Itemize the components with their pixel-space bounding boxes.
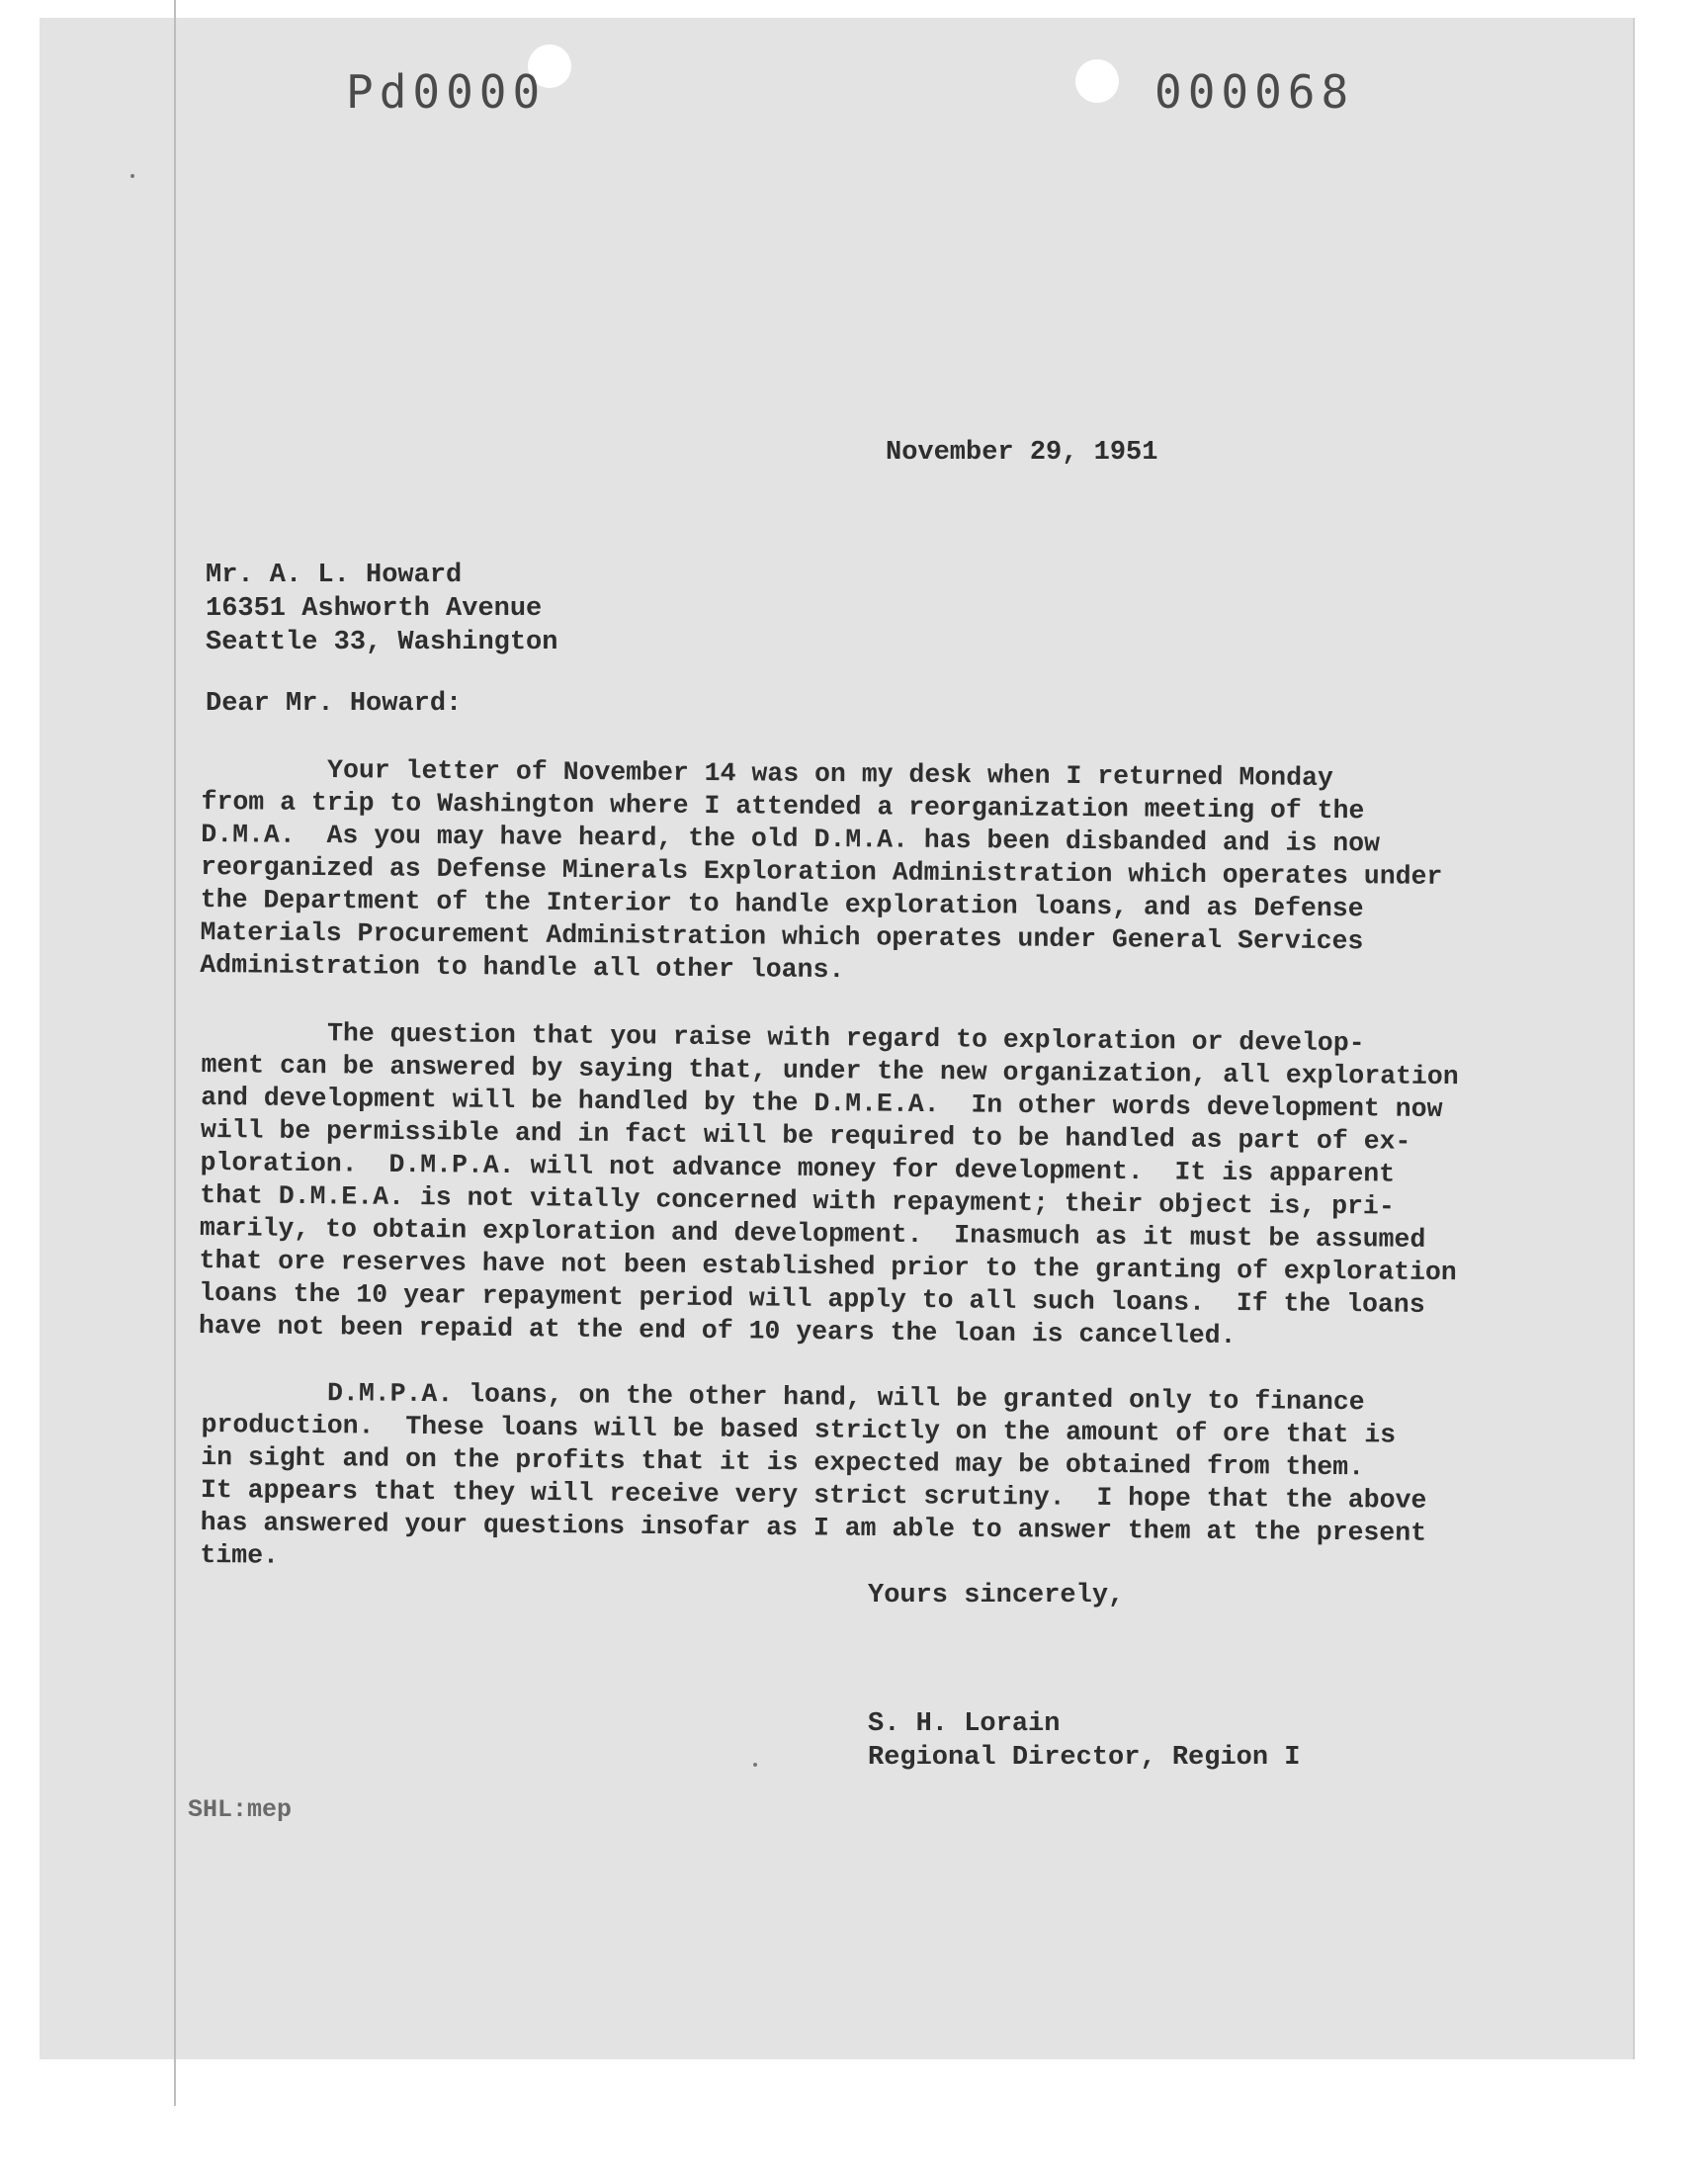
fold-line: [174, 0, 176, 2106]
paragraph-line: that D.M.E.A. is not vitally concerned with repayment; their object is, pri-: [200, 1179, 1395, 1222]
paragraph-line: marily, to obtain exploration and development. Inasmuch as it must be assumed: [199, 1212, 1426, 1255]
paragraph-line: Materials Procurement Administration which operates under General Services: [200, 916, 1364, 957]
paragraph-line: has answered your questions insofar as I am able to answer them at the present: [200, 1507, 1427, 1548]
paragraph-line: ploration. D.M.P.A. will not advance money for development. It is apparent: [200, 1147, 1396, 1189]
paragraph-line: reorganized as Defense Minerals Exploration Administration which operates under: [200, 851, 1443, 892]
paragraph-line: It appears that they will receive very strict scrutiny. I hope that the above: [200, 1474, 1427, 1516]
paragraph-line: The question that you raise with regard to exploration or develop-: [201, 1017, 1365, 1059]
paragraph-line: loans the 10 year repayment period will apply to all such loans. If the loans: [199, 1277, 1425, 1320]
paper-speck: [130, 174, 134, 178]
paragraph-line: from a trip to Washington where I attended a reorganization meeting of the: [201, 786, 1365, 826]
typist-initials: SHL:mep: [188, 1795, 293, 1824]
paragraph-line: the Department of the Interior to handle exploration loans, and as Defense: [200, 884, 1364, 924]
paragraph-line: will be permissible and in fact will be required to be handled as part of ex-: [200, 1114, 1411, 1157]
address-line-street: 16351 Ashworth Avenue: [206, 594, 543, 624]
signature-title: Regional Director, Region I: [868, 1743, 1301, 1773]
punch-hole-right: [1075, 59, 1119, 103]
letter-date: November 29, 1951: [886, 438, 1158, 468]
paragraph-line: that ore reserves have not been established prior to the granting of exploration: [199, 1245, 1457, 1288]
closing: Yours sincerely,: [868, 1581, 1125, 1610]
paragraph-line: ment can be answered by saying that, under the new organization, all exploration: [201, 1049, 1459, 1092]
paragraph-1: [200, 753, 1526, 993]
signature-name: S. H. Lorain: [868, 1709, 1061, 1739]
paragraph-line: time.: [200, 1539, 280, 1571]
paragraph-line: production. These loans will be based strictly on the amount of ore that is: [201, 1409, 1397, 1450]
address-line-name: Mr. A. L. Howard: [206, 561, 463, 590]
paragraph-line: Administration to handle all other loans.: [200, 949, 845, 986]
salutation: Dear Mr. Howard:: [206, 689, 463, 719]
paragraph-line: have not been repaid at the end of 10 years the loan is cancelled.: [198, 1310, 1237, 1351]
paragraph-line: D.M.P.A. loans, on the other hand, will be granted only to finance: [201, 1377, 1365, 1418]
paragraph-line: Your letter of November 14 was on my desk when I returned Monday: [201, 753, 1333, 793]
paragraph-line: and development will be handled by the D.M.E.A. In other words development now: [201, 1082, 1443, 1125]
paper-speck: [753, 1763, 757, 1767]
document-stamp-right: 000068: [1154, 65, 1355, 119]
paragraph-line: D.M.A. As you may have heard, the old D.M.A. has been disbanded and is now: [201, 819, 1381, 859]
address-line-city: Seattle 33, Washington: [206, 628, 558, 657]
paragraph-3: [200, 1376, 1526, 1584]
paragraph-line: in sight and on the profits that it is expected may be obtained from them.: [201, 1441, 1365, 1483]
paragraph-2: [199, 1016, 1526, 1355]
document-stamp-left: Pd0000: [346, 65, 547, 119]
